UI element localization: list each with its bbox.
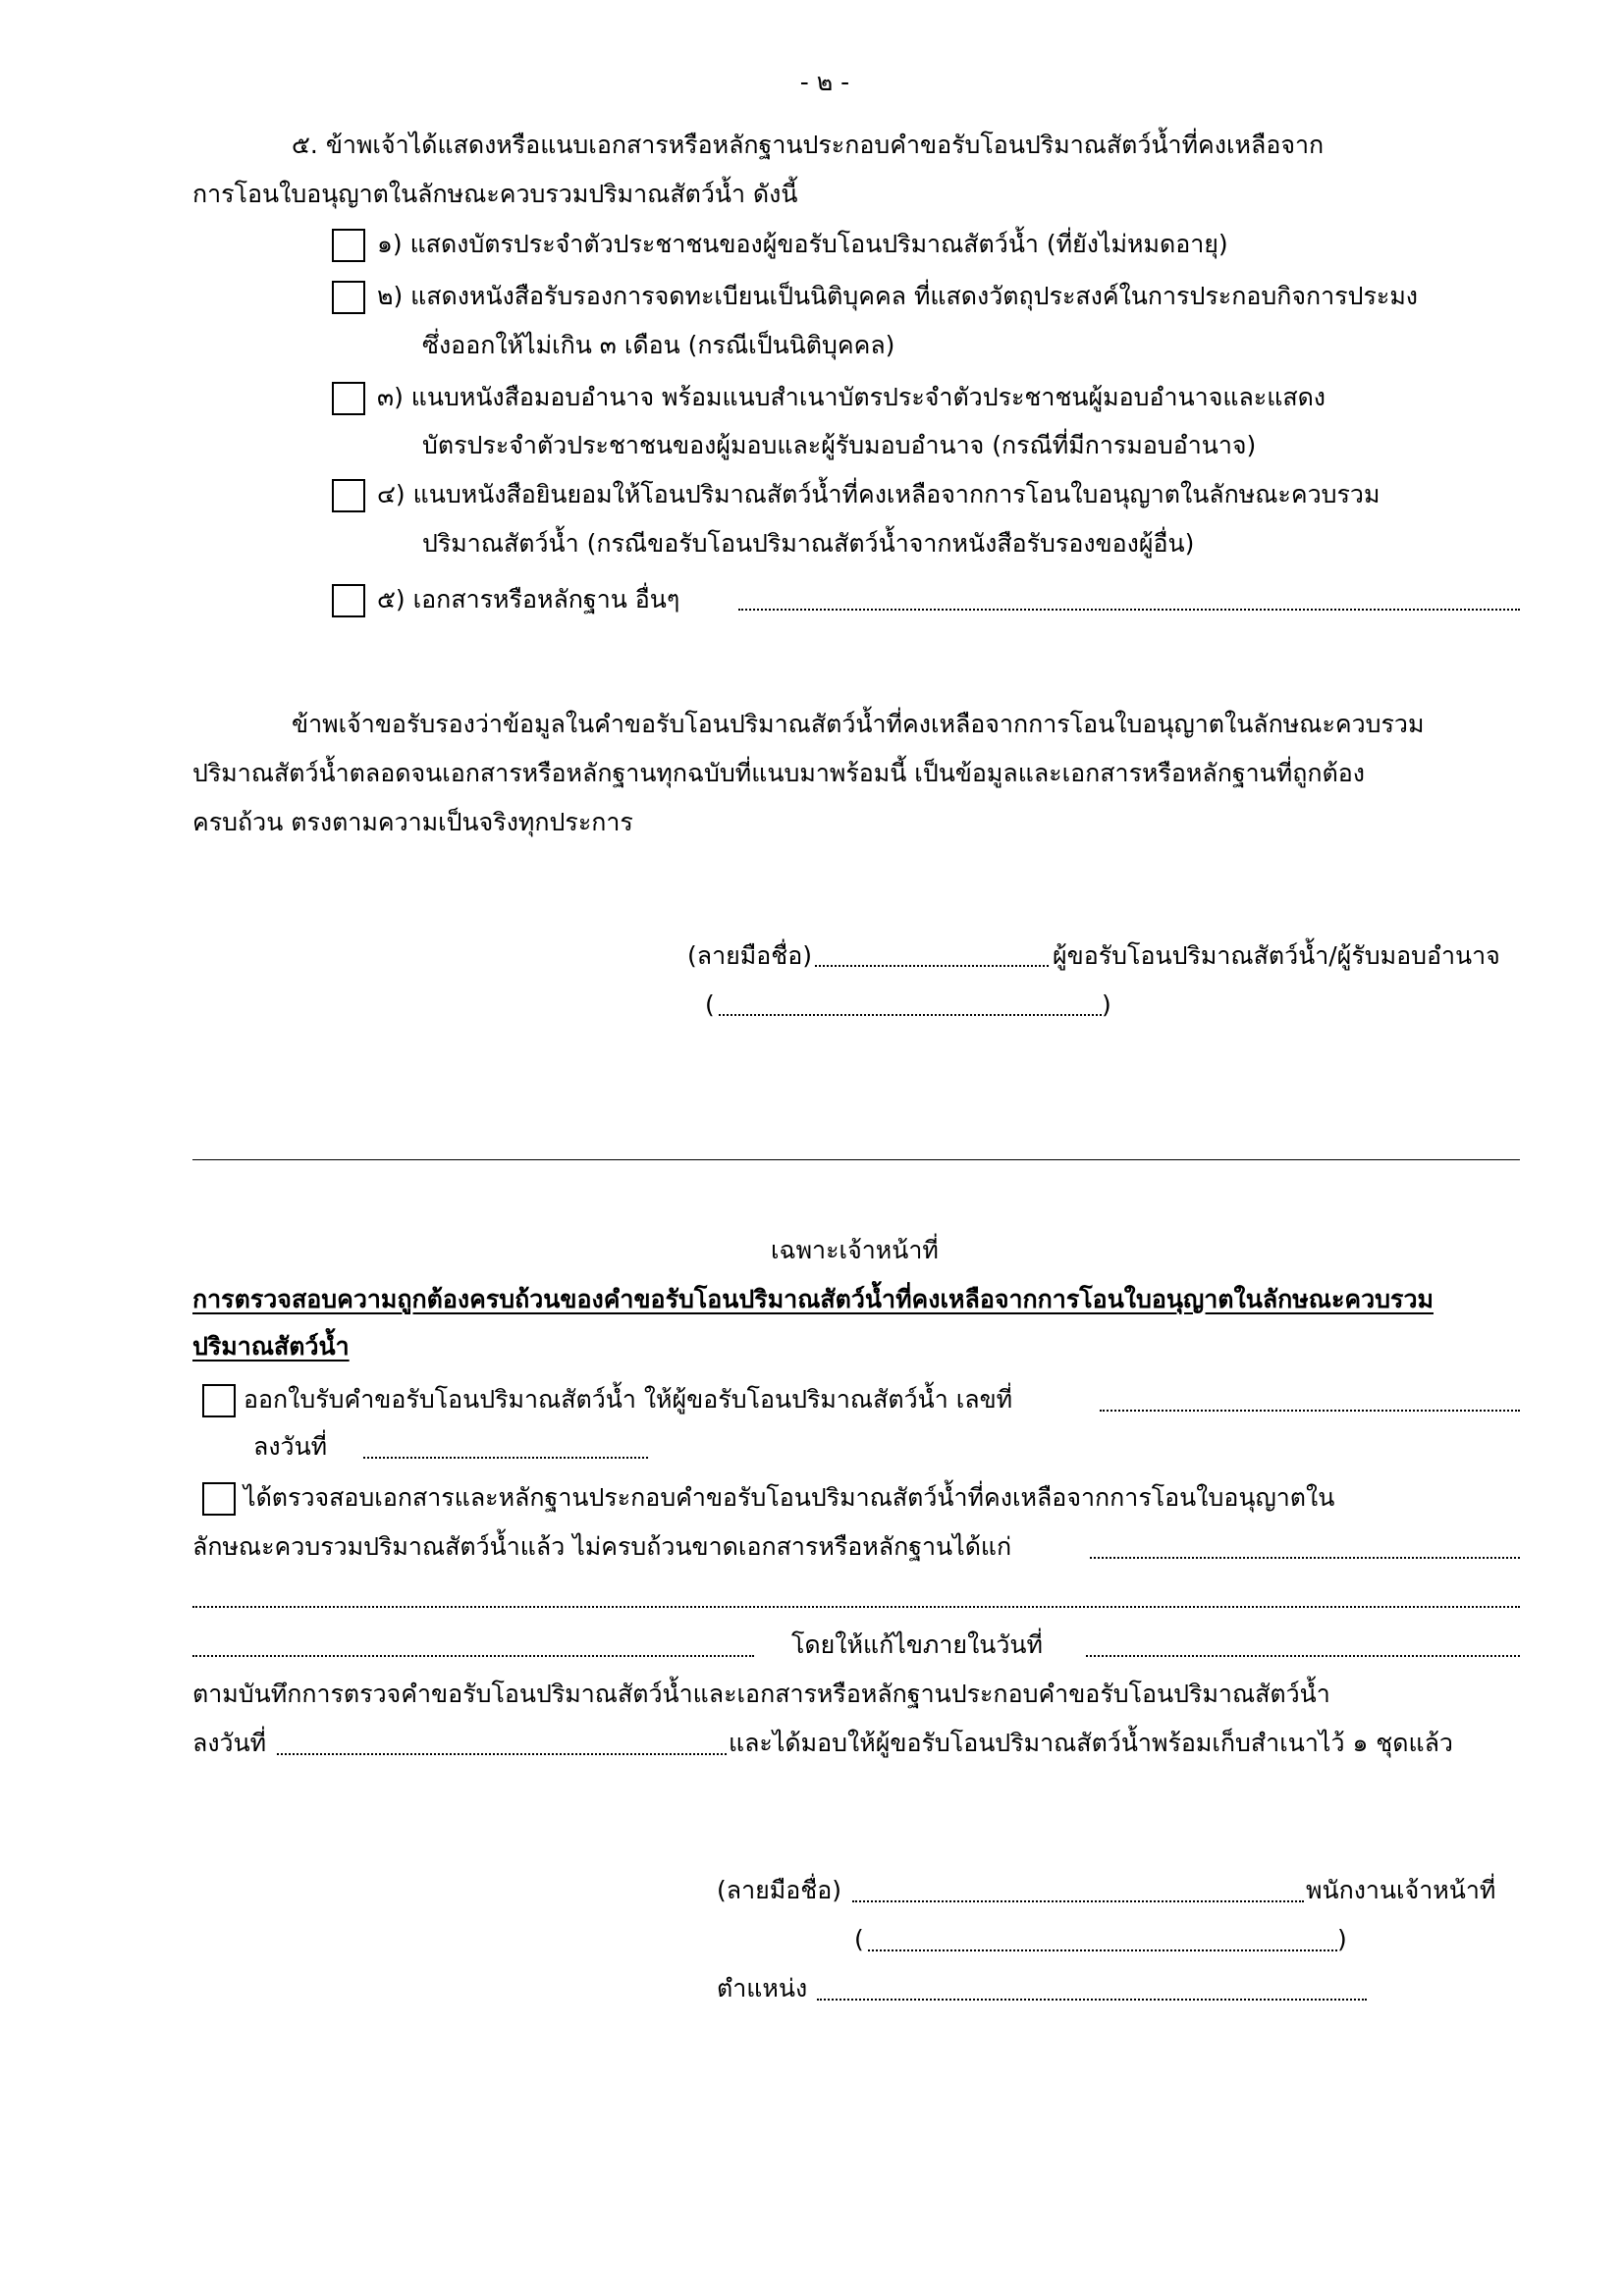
certification-line3: ครบถ้วน ตรงตามความเป็นจริงทุกประการ bbox=[192, 808, 633, 836]
officer-option1-line1: ออกใบรับคำขอรับโอนปริมาณสัตว์น้ำ ให้ผู้ขอรับโอนปริมาณสัตว์น้ำ เลขที่ bbox=[244, 1385, 1013, 1414]
item3-label-line2: บัตรประจำตัวประชาชนของผู้มอบและผู้รับมอบอำนาจ (กรณีที่มีการมอบอำนาจ) bbox=[422, 431, 1257, 459]
officer-title-line2: ปริมาณสัตว์น้ำ bbox=[192, 1332, 350, 1361]
item4-checkbox[interactable] bbox=[332, 479, 365, 512]
item1-label: ๑) แสดงบัตรประจำตัวประชาชนของผู้ขอรับโอนปริมาณสัตว์น้ำ (ที่ยังไม่หมดอายุ) bbox=[377, 230, 1228, 258]
applicant-signature-label: (ลายมือชื่อ) bbox=[687, 941, 812, 970]
section5-intro-line1: ๕. ข้าพเจ้าได้แสดงหรือแนบเอกสารหรือหลักฐานประกอบคำขอรับโอนปริมาณสัตว์น้ำที่คงเหลือจาก bbox=[292, 131, 1325, 159]
officer-name-open-paren: ( bbox=[854, 1925, 864, 1953]
officer-position-label: ตำแหน่ง bbox=[717, 1974, 808, 2002]
item3-checkbox[interactable] bbox=[332, 382, 365, 415]
record-line1: ตามบันทึกการตรวจคำขอรับโอนปริมาณสัตว์น้ำและเอกสารหรือหลักฐานประกอบคำขอรับโอนปริมาณสัตว์น้ำ bbox=[192, 1680, 1330, 1708]
officer-option1-checkbox[interactable] bbox=[202, 1384, 236, 1417]
certification-line1: ข้าพเจ้าขอรับรองว่าข้อมูลในคำขอรับโอนปริมาณสัตว์น้ำที่คงเหลือจากการโอนใบอนุญาตในลักษณะควบรวม bbox=[292, 710, 1425, 738]
item2-label-line1: ๒) แสดงหนังสือรับรองการจดทะเบียนเป็นนิติบุคคล ที่แสดงวัตถุประสงค์ในการประกอบกิจการประมง bbox=[377, 282, 1419, 310]
item1-checkbox[interactable] bbox=[332, 229, 365, 262]
item5-fill-line[interactable] bbox=[738, 609, 1520, 611]
item5-label: ๕) เอกสารหรือหลักฐาน อื่นๆ bbox=[377, 585, 680, 614]
officer-heading: เฉพาะเจ้าหน้าที่ bbox=[771, 1236, 939, 1264]
item5-checkbox[interactable] bbox=[332, 584, 365, 617]
missing-documents-line2[interactable] bbox=[192, 1606, 1520, 1608]
certification-line2: ปริมาณสัตว์น้ำตลอดจนเอกสารหรือหลักฐานทุกฉบับที่แนบมาพร้อมนี้ เป็นข้อมูลและเอกสารหรือหลักฐานที่ถูกต้อง bbox=[192, 759, 1365, 787]
record-date-label: ลงวันที่ bbox=[192, 1729, 267, 1757]
applicant-name-close-paren: ) bbox=[1102, 990, 1111, 1019]
applicant-signature-line[interactable] bbox=[815, 965, 1049, 967]
applicant-name-line[interactable] bbox=[719, 1014, 1102, 1016]
item2-checkbox[interactable] bbox=[332, 281, 365, 314]
item3-label-line1: ๓) แนบหนังสือมอบอำนาจ พร้อมแนบสำเนาบัตรประจำตัวประชาชนผู้มอบอำนาจและแสดง bbox=[377, 383, 1326, 411]
receipt-date-line[interactable] bbox=[363, 1457, 648, 1459]
officer-option2-line2: ลักษณะควบรวมปริมาณสัตว์น้ำแล้ว ไม่ครบถ้วนขาดเอกสารหรือหลักฐานได้แก่ bbox=[192, 1532, 1012, 1561]
officer-signature-line[interactable] bbox=[852, 1900, 1304, 1902]
item2-label-line2: ซึ่งออกให้ไม่เกิน ๓ เดือน (กรณีเป็นนิติบุคคล) bbox=[422, 331, 895, 359]
section-divider bbox=[192, 1159, 1520, 1160]
page-number: - ๒ - bbox=[799, 68, 850, 96]
officer-name-close-paren: ) bbox=[1337, 1925, 1347, 1953]
record-date-line[interactable] bbox=[277, 1753, 727, 1755]
officer-name-line[interactable] bbox=[868, 1949, 1337, 1951]
officer-signature-label: (ลายมือชื่อ) bbox=[717, 1876, 841, 1904]
officer-option2-checkbox[interactable] bbox=[202, 1482, 236, 1516]
deadline-label: โดยให้แก้ไขภายในวันที่ bbox=[791, 1630, 1043, 1659]
officer-role: พนักงานเจ้าหน้าที่ bbox=[1306, 1876, 1496, 1904]
receipt-number-line[interactable] bbox=[1100, 1410, 1520, 1412]
deadline-date-line[interactable] bbox=[1086, 1655, 1520, 1657]
officer-option1-date-label: ลงวันที่ bbox=[253, 1432, 328, 1461]
applicant-name-open-paren: ( bbox=[705, 990, 715, 1019]
missing-documents-line3[interactable] bbox=[192, 1655, 754, 1657]
officer-title-line1: การตรวจสอบความถูกต้องครบถ้วนของคำขอรับโอนปริมาณสัตว์น้ำที่คงเหลือจากการโอนใบอนุญาตในลักษณะควบรวม bbox=[192, 1285, 1434, 1313]
section5-intro-line2: การโอนใบอนุญาตในลักษณะควบรวมปริมาณสัตว์น้ำ ดังนี้ bbox=[192, 180, 798, 208]
officer-position-line[interactable] bbox=[817, 1999, 1367, 2001]
applicant-role: ผู้ขอรับโอนปริมาณสัตว์น้ำ/ผู้รับมอบอำนาจ bbox=[1053, 941, 1500, 970]
record-line2-rest: และได้มอบให้ผู้ขอรับโอนปริมาณสัตว์น้ำพร้อมเก็บสำเนาไว้ ๑ ชุดแล้ว bbox=[729, 1729, 1453, 1757]
item4-label-line1: ๔) แนบหนังสือยินยอมให้โอนปริมาณสัตว์น้ำที่คงเหลือจากการโอนใบอนุญาตในลักษณะควบรวม bbox=[377, 480, 1380, 508]
item4-label-line2: ปริมาณสัตว์น้ำ (กรณีขอรับโอนปริมาณสัตว์น้ำจากหนังสือรับรองของผู้อื่น) bbox=[422, 529, 1195, 558]
officer-option2-line1: ได้ตรวจสอบเอกสารและหลักฐานประกอบคำขอรับโอนปริมาณสัตว์น้ำที่คงเหลือจากการโอนใบอนุญาตใน bbox=[244, 1483, 1335, 1512]
missing-documents-line1[interactable] bbox=[1090, 1557, 1520, 1559]
